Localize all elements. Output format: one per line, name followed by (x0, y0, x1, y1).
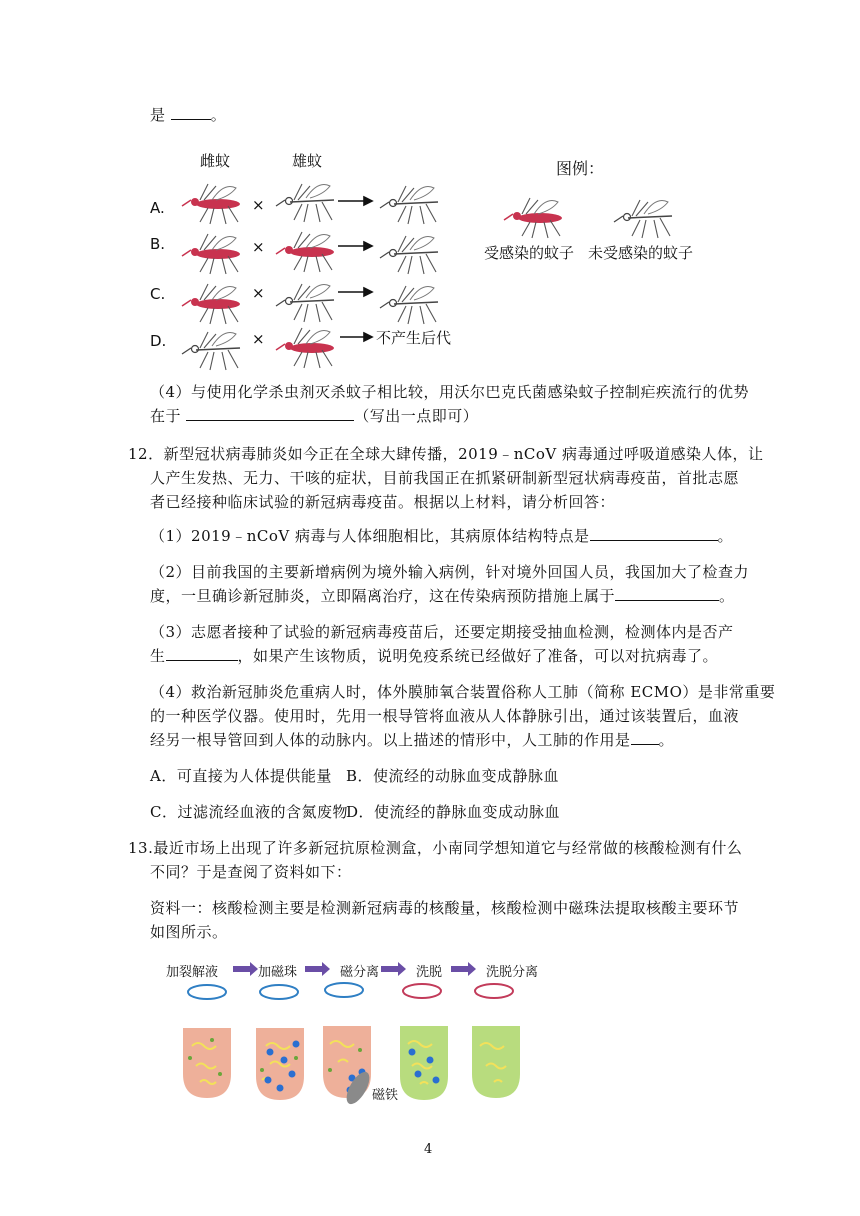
flow-arrow (305, 962, 330, 976)
row-label-d: D. (150, 332, 167, 350)
no-offspring-label: 不产生后代 (376, 329, 452, 347)
q12-part4-line3: 经另一根导管回到人体的动脉内。以上描述的情形中，人工肺的作用是 。 (150, 731, 675, 749)
legend-infected: 受感染的蚊子 (484, 244, 575, 262)
step-label: 洗脱分离 (486, 965, 539, 980)
q13-resource1-line1: 资料一：核酸检测主要是检测新冠病毒的核酸量，核酸检测中磁珠法提取核酸主要环节 (150, 899, 740, 917)
q11-line0: 是 。 (150, 106, 227, 124)
q12-option-a: A．可直接为人体提供能量 (150, 767, 332, 785)
q12-part2-line2: 度，一旦确诊新冠肺炎，立即隔离治疗，这在传染病预防措施上属于 。 (150, 587, 735, 605)
q12-part1: （1）2019﹣nCoV 病毒与人体细胞相比，其病原体结构特点是 。 (150, 527, 734, 545)
legend-title: 图例： (556, 159, 605, 178)
tube-green (472, 1026, 520, 1098)
q13-resource1-line2: 如图所示。 (150, 923, 228, 941)
q13-line1: 13.最近市场上出现了许多新冠抗原检测盒，小南同学想知道它与经常做的核酸检测有什么 (128, 839, 743, 857)
tube-lid (403, 984, 441, 998)
q12-part4-line1: （4）救治新冠肺炎危重病人时，体外膜肺氧合装置俗称人工肺（简称 ECMO）是非常重要 (150, 683, 776, 701)
row-label-b: B. (150, 235, 166, 253)
cross-symbol: × (252, 284, 265, 302)
q12-option-b: B．使流经的动脉血变成静脉血 (346, 767, 560, 785)
step-label: 磁分离 (340, 965, 380, 980)
q12-line3: 者已经接种临床试验的新冠病毒疫苗。根据以上材料，请分析回答： (150, 493, 616, 511)
header-male: 雄蚊 (292, 152, 323, 170)
cross-symbol: × (252, 330, 265, 348)
cross-symbol: × (252, 196, 265, 214)
q12-part3-line1: （3）志愿者接种了试验的新冠病毒疫苗后，还要定期接受抽血检测，检测体内是否产 (150, 623, 734, 641)
tube-lid (188, 985, 226, 999)
page-number: 4 (424, 1142, 433, 1157)
q13-line2: 不同？于是查阅了资料如下： (150, 863, 352, 881)
tube-lid (475, 984, 513, 998)
q12-line2: 人产生发热、无力、干咳的症状，目前我国正在抓紧研制新型冠状病毒疫苗，首批志愿 (150, 469, 740, 487)
q11-part4-line1: （4）与使用化学杀虫剂灭杀蚊子相比较，用沃尔巴克氏菌感染蚊子控制疟疾流行的优势 (150, 383, 750, 401)
q12-line1: 12．新型冠状病毒肺炎如今正在全球大肆传播，2019﹣nCoV 病毒通过呼吸道感染人体，让 (128, 445, 764, 463)
magnet-label: 磁铁 (372, 1088, 399, 1103)
q11-part4-line2: 在于 （写出一点即可） (150, 407, 479, 425)
legend-uninfected: 未受感染的蚊子 (588, 244, 694, 262)
flow-arrow (381, 962, 406, 976)
tube-lid (325, 983, 363, 997)
flow-arrow (451, 962, 476, 976)
flow-arrow (233, 962, 258, 976)
cross-symbol: × (252, 238, 265, 256)
tube-pink (183, 1028, 231, 1098)
row-label-c: C. (150, 285, 166, 303)
step-label: 加裂解液 (166, 965, 219, 980)
tube-lid (260, 985, 298, 999)
row-label-a: A. (150, 199, 165, 217)
q12-option-c: C．过滤流经血液的含氮废物 (150, 803, 348, 821)
header-female: 雌蚊 (200, 152, 231, 170)
step-label: 加磁珠 (258, 965, 298, 980)
q12-part3-line2: 生 ，如果产生该物质，说明免疫系统已经做好了准备，可以对抗病毒了。 (150, 647, 719, 665)
q12-option-d: D．使流经的静脉血变成动脉血 (346, 803, 561, 821)
q12-part4-line2: 的一种医学仪器。使用时，先用一根导管将血液从人体静脉引出，通过该装置后，血液 (150, 707, 740, 725)
step-label: 洗脱 (416, 965, 443, 980)
q12-part2-line1: （2）目前我国的主要新增病例为境外输入病例，针对境外回国人员，我国加大了检查力 (150, 563, 750, 581)
tube-green (400, 1026, 448, 1100)
